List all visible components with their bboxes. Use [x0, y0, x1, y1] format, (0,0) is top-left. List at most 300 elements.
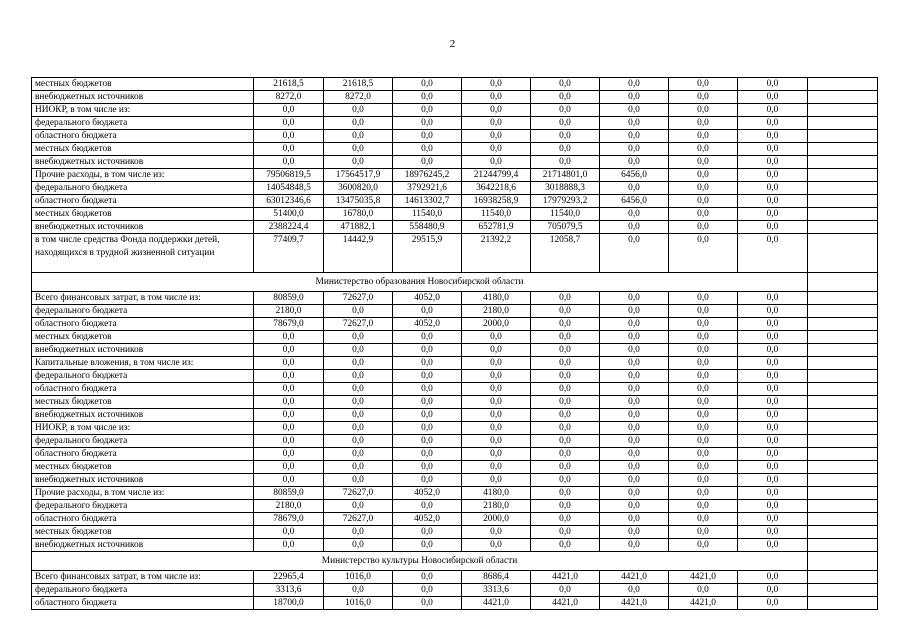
table-cell-value: 0,0 [669, 448, 738, 461]
table-cell-value: 0,0 [738, 78, 808, 91]
table-cell-value: 22965,4 [254, 571, 324, 584]
table-cell-empty [808, 318, 878, 331]
row-label: федерального бюджета [32, 370, 254, 383]
table-cell-value: 0,0 [254, 156, 324, 169]
table-cell-value: 0,0 [254, 461, 324, 474]
table-cell-value: 0,0 [738, 117, 808, 130]
table-cell-value: 2000,0 [462, 318, 531, 331]
table-cell-value: 652781,9 [462, 221, 531, 234]
table-cell-value: 0,0 [393, 526, 462, 539]
table-cell-value: 0,0 [324, 130, 393, 143]
table-cell-value: 0,0 [531, 526, 600, 539]
table-cell-value: 0,0 [462, 448, 531, 461]
table-cell-value: 0,0 [462, 130, 531, 143]
table-cell-value: 4421,0 [669, 597, 738, 610]
table-cell-value: 4421,0 [600, 571, 669, 584]
budget-table [31, 77, 878, 610]
table-cell-value: 0,0 [531, 78, 600, 91]
row-label: областного бюджета [32, 448, 254, 461]
table-cell-value: 0,0 [254, 448, 324, 461]
table-cell-value: 0,0 [393, 357, 462, 370]
table-cell-value: 0,0 [738, 435, 808, 448]
table-cell-empty [808, 331, 878, 344]
table-cell-value: 0,0 [462, 357, 531, 370]
table-cell-value: 0,0 [669, 156, 738, 169]
table-cell-value: 0,0 [462, 344, 531, 357]
table-cell-empty [808, 396, 878, 409]
table-cell-value: 0,0 [738, 370, 808, 383]
row-label: Прочие расходы, в том числе из: [32, 169, 254, 182]
table-cell-value: 0,0 [669, 474, 738, 487]
table-cell-value: 0,0 [600, 234, 669, 273]
table-row [32, 292, 878, 305]
table-cell-value: 0,0 [738, 156, 808, 169]
row-label: в том числе средства Фонда поддержки детей, находящихся в трудной жизненной ситуации [32, 234, 254, 273]
row-label: областного бюджета [32, 130, 254, 143]
table-cell-value: 1016,0 [324, 571, 393, 584]
table-cell-value: 0,0 [669, 182, 738, 195]
table-cell-value: 0,0 [462, 91, 531, 104]
table-cell-value: 0,0 [738, 474, 808, 487]
row-label: Всего финансовых затрат, в том числе из: [32, 292, 254, 305]
table-cell-value: 0,0 [669, 208, 738, 221]
table-cell-value: 0,0 [738, 130, 808, 143]
row-label: внебюджетных источников [32, 91, 254, 104]
table-cell-value: 0,0 [738, 91, 808, 104]
table-row [32, 513, 878, 526]
table-row [32, 117, 878, 130]
page-number: 2 [449, 38, 456, 50]
table-cell-value: 21618,5 [324, 78, 393, 91]
table-cell-value: 0,0 [600, 182, 669, 195]
table-cell-value: 0,0 [324, 422, 393, 435]
table-cell-value: 4421,0 [531, 571, 600, 584]
table-row [32, 461, 878, 474]
table-cell-empty [808, 461, 878, 474]
table-cell-empty [808, 130, 878, 143]
table-cell-value: 11540,0 [393, 208, 462, 221]
table-cell-value: 0,0 [738, 169, 808, 182]
table-cell-value: 0,0 [531, 435, 600, 448]
table-cell-value: 0,0 [324, 448, 393, 461]
table-cell-value: 2180,0 [462, 500, 531, 513]
table-cell-empty [808, 552, 878, 571]
table-cell-value: 0,0 [254, 396, 324, 409]
table-row [32, 435, 878, 448]
table-cell-value: 0,0 [669, 422, 738, 435]
table-row [32, 195, 878, 208]
row-label: внебюджетных источников [32, 474, 254, 487]
table-cell-value: 0,0 [393, 584, 462, 597]
table-cell-value: 0,0 [531, 584, 600, 597]
table-cell-value: 0,0 [738, 461, 808, 474]
table-cell-value: 0,0 [531, 305, 600, 318]
table-cell-value: 2180,0 [462, 305, 531, 318]
table-cell-value: 0,0 [531, 143, 600, 156]
table-cell-value: 0,0 [738, 344, 808, 357]
table-cell-value: 0,0 [254, 117, 324, 130]
table-cell-value: 4052,0 [393, 487, 462, 500]
table-cell-value: 0,0 [669, 305, 738, 318]
row-label: федерального бюджета [32, 435, 254, 448]
table-cell-empty [808, 273, 878, 292]
table-cell-value: 0,0 [669, 513, 738, 526]
row-label: внебюджетных источников [32, 344, 254, 357]
row-label: местных бюджетов [32, 526, 254, 539]
table-cell-value: 0,0 [600, 156, 669, 169]
table-cell-value: 0,0 [324, 143, 393, 156]
table-cell-value: 4052,0 [393, 292, 462, 305]
table-cell-value: 0,0 [324, 461, 393, 474]
table-cell-value: 0,0 [738, 500, 808, 513]
table-cell-value: 0,0 [531, 513, 600, 526]
row-label: областного бюджета [32, 195, 254, 208]
table-cell-value: 63012346,6 [254, 195, 324, 208]
row-label: Прочие расходы, в том числе из: [32, 487, 254, 500]
table-cell-value: 0,0 [600, 221, 669, 234]
table-cell-value: 0,0 [600, 474, 669, 487]
table-cell-value: 0,0 [738, 331, 808, 344]
table-cell-value: 0,0 [738, 305, 808, 318]
table-cell-value: 18700,0 [254, 597, 324, 610]
table-cell-value: 0,0 [669, 383, 738, 396]
table-cell-empty [808, 448, 878, 461]
table-cell-value: 0,0 [254, 143, 324, 156]
table-cell-value: 0,0 [531, 130, 600, 143]
table-row [32, 156, 878, 169]
table-row [32, 597, 878, 610]
table-cell-value: 14054848,5 [254, 182, 324, 195]
table-cell-value: 4180,0 [462, 292, 531, 305]
table-row [32, 221, 878, 234]
table-row [32, 182, 878, 195]
table-cell-value: 8272,0 [254, 91, 324, 104]
table-row [32, 474, 878, 487]
table-row [32, 234, 878, 273]
table-cell-value: 0,0 [600, 396, 669, 409]
table-cell-empty [808, 357, 878, 370]
section-header-row [32, 552, 878, 571]
section-title: Министерство культуры Новосибирской области [32, 552, 808, 571]
table-cell-empty [808, 104, 878, 117]
table-cell-value: 3018888,3 [531, 182, 600, 195]
table-cell-value: 0,0 [738, 396, 808, 409]
table-cell-value: 0,0 [393, 370, 462, 383]
table-cell-value: 0,0 [393, 156, 462, 169]
table-cell-value: 11540,0 [531, 208, 600, 221]
table-cell-value: 0,0 [669, 396, 738, 409]
table-cell-value: 0,0 [738, 487, 808, 500]
table-cell-value: 0,0 [393, 422, 462, 435]
table-cell-value: 16938258,9 [462, 195, 531, 208]
table-cell-value: 0,0 [393, 383, 462, 396]
table-cell-value: 0,0 [669, 195, 738, 208]
table-cell-value: 8686,4 [462, 571, 531, 584]
row-label: внебюджетных источников [32, 409, 254, 422]
table-cell-value: 0,0 [669, 435, 738, 448]
table-cell-value: 0,0 [531, 474, 600, 487]
table-cell-empty [808, 526, 878, 539]
table-cell-value: 0,0 [462, 331, 531, 344]
table-cell-value: 0,0 [669, 169, 738, 182]
table-cell-value: 558480,9 [393, 221, 462, 234]
table-cell-value: 2000,0 [462, 513, 531, 526]
row-label: местных бюджетов [32, 461, 254, 474]
table-cell-value: 21618,5 [254, 78, 324, 91]
table-cell-value: 17564517,9 [324, 169, 393, 182]
table-cell-value: 0,0 [324, 357, 393, 370]
table-cell-value: 0,0 [600, 305, 669, 318]
table-cell-value: 0,0 [738, 195, 808, 208]
table-cell-value: 0,0 [324, 539, 393, 552]
table-row [32, 487, 878, 500]
table-cell-value: 4421,0 [531, 597, 600, 610]
table-cell-value: 0,0 [669, 344, 738, 357]
table-cell-empty [808, 370, 878, 383]
table-cell-value: 0,0 [254, 370, 324, 383]
table-cell-value: 0,0 [531, 357, 600, 370]
table-cell-value: 6456,0 [600, 195, 669, 208]
table-cell-value: 0,0 [324, 117, 393, 130]
table-cell-value: 0,0 [669, 292, 738, 305]
table-cell-value: 0,0 [254, 331, 324, 344]
section-title: Министерство образования Новосибирской области [32, 273, 808, 292]
table-cell-value: 0,0 [393, 143, 462, 156]
row-label: областного бюджета [32, 597, 254, 610]
table-cell-value: 0,0 [600, 208, 669, 221]
table-cell-value: 0,0 [531, 156, 600, 169]
row-label: внебюджетных источников [32, 539, 254, 552]
table-cell-value: 0,0 [669, 500, 738, 513]
table-cell-value: 0,0 [600, 318, 669, 331]
table-cell-value: 0,0 [393, 597, 462, 610]
table-cell-value: 0,0 [600, 539, 669, 552]
table-cell-value: 0,0 [669, 487, 738, 500]
table-cell-value: 0,0 [462, 156, 531, 169]
table-cell-value: 0,0 [462, 104, 531, 117]
table-cell-value: 0,0 [531, 292, 600, 305]
table-cell-value: 0,0 [738, 318, 808, 331]
row-label: местных бюджетов [32, 143, 254, 156]
table-cell-empty [808, 584, 878, 597]
table-cell-value: 0,0 [531, 383, 600, 396]
table-cell-value: 0,0 [600, 448, 669, 461]
table-cell-value: 0,0 [254, 104, 324, 117]
table-cell-value: 0,0 [254, 409, 324, 422]
table-cell-value: 3642218,6 [462, 182, 531, 195]
table-cell-value: 0,0 [669, 143, 738, 156]
table-cell-value: 0,0 [669, 318, 738, 331]
table-cell-value: 0,0 [324, 526, 393, 539]
table-cell-value: 4421,0 [600, 597, 669, 610]
table-row [32, 104, 878, 117]
table-cell-value: 4180,0 [462, 487, 531, 500]
table-cell-empty [808, 474, 878, 487]
table-cell-empty [808, 143, 878, 156]
table-cell-value: 0,0 [531, 117, 600, 130]
table-cell-value: 78679,0 [254, 513, 324, 526]
table-cell-value: 0,0 [738, 526, 808, 539]
table-cell-value: 72627,0 [324, 513, 393, 526]
table-cell-value: 0,0 [324, 435, 393, 448]
table-cell-value: 0,0 [531, 422, 600, 435]
table-cell-value: 14613302,7 [393, 195, 462, 208]
table-cell-value: 2180,0 [254, 305, 324, 318]
row-label: местных бюджетов [32, 331, 254, 344]
table-cell-value: 0,0 [669, 526, 738, 539]
table-cell-value: 0,0 [738, 143, 808, 156]
table-row [32, 539, 878, 552]
table-row [32, 448, 878, 461]
table-cell-value: 0,0 [531, 396, 600, 409]
table-cell-value: 0,0 [462, 143, 531, 156]
table-row [32, 91, 878, 104]
table-cell-value: 0,0 [600, 422, 669, 435]
table-row [32, 409, 878, 422]
table-cell-value: 0,0 [738, 539, 808, 552]
table-cell-value: 0,0 [393, 305, 462, 318]
table-cell-value: 21714801,0 [531, 169, 600, 182]
table-cell-value: 0,0 [669, 357, 738, 370]
row-label: местных бюджетов [32, 78, 254, 91]
table-cell-empty [808, 513, 878, 526]
row-label: областного бюджета [32, 513, 254, 526]
table-cell-value: 29515,9 [393, 234, 462, 273]
table-cell-value: 0,0 [393, 500, 462, 513]
table-row [32, 143, 878, 156]
table-cell-value: 0,0 [669, 370, 738, 383]
table-cell-value: 0,0 [738, 104, 808, 117]
table-cell-value: 0,0 [324, 344, 393, 357]
table-cell-value: 0,0 [462, 435, 531, 448]
table-cell-value: 6456,0 [600, 169, 669, 182]
table-cell-empty [808, 571, 878, 584]
table-row [32, 305, 878, 318]
table-row [32, 422, 878, 435]
table-cell-value: 78679,0 [254, 318, 324, 331]
table-cell-empty [808, 539, 878, 552]
table-cell-value: 0,0 [600, 461, 669, 474]
table-row [32, 357, 878, 370]
table-cell-value: 2180,0 [254, 500, 324, 513]
table-cell-value: 0,0 [738, 383, 808, 396]
table-cell-value: 0,0 [462, 117, 531, 130]
table-cell-value: 0,0 [600, 513, 669, 526]
row-label: Всего финансовых затрат, в том числе из: [32, 571, 254, 584]
table-cell-value: 0,0 [600, 143, 669, 156]
table-cell-value: 0,0 [462, 409, 531, 422]
table-cell-value: 0,0 [324, 474, 393, 487]
row-label: федерального бюджета [32, 117, 254, 130]
table-cell-value: 0,0 [531, 331, 600, 344]
table-cell-value: 80859,0 [254, 292, 324, 305]
table-cell-value: 0,0 [600, 500, 669, 513]
table-cell-value: 0,0 [600, 409, 669, 422]
table-cell-value: 0,0 [393, 539, 462, 552]
table-cell-value: 0,0 [393, 344, 462, 357]
table-row [32, 383, 878, 396]
row-label: федерального бюджета [32, 584, 254, 597]
table-cell-value: 0,0 [738, 292, 808, 305]
table-cell-value: 0,0 [669, 331, 738, 344]
table-cell-value: 0,0 [738, 208, 808, 221]
row-label: федерального бюджета [32, 500, 254, 513]
row-label: федерального бюджета [32, 182, 254, 195]
table-cell-empty [808, 156, 878, 169]
table-cell-value: 21244799,4 [462, 169, 531, 182]
row-label: внебюджетных источников [32, 156, 254, 169]
table-cell-empty [808, 78, 878, 91]
table-cell-empty [808, 117, 878, 130]
table-cell-value: 0,0 [324, 156, 393, 169]
table-cell-value: 0,0 [254, 357, 324, 370]
table-cell-value: 0,0 [393, 117, 462, 130]
table-cell-empty [808, 292, 878, 305]
row-label: областного бюджета [32, 383, 254, 396]
table-cell-value: 0,0 [600, 331, 669, 344]
table-cell-value: 80859,0 [254, 487, 324, 500]
table-cell-value: 0,0 [324, 500, 393, 513]
table-cell-value: 0,0 [600, 78, 669, 91]
table-cell-value: 0,0 [531, 500, 600, 513]
table-row [32, 370, 878, 383]
table-cell-value: 0,0 [669, 234, 738, 273]
table-cell-value: 0,0 [393, 409, 462, 422]
table-cell-value: 72627,0 [324, 318, 393, 331]
table-cell-value: 12058,7 [531, 234, 600, 273]
table-cell-value: 0,0 [669, 584, 738, 597]
table-cell-value: 0,0 [254, 435, 324, 448]
table-cell-value: 72627,0 [324, 487, 393, 500]
table-cell-value: 51400,0 [254, 208, 324, 221]
table-cell-value: 0,0 [462, 78, 531, 91]
table-cell-value: 0,0 [531, 487, 600, 500]
table-cell-empty [808, 169, 878, 182]
table-cell-value: 0,0 [531, 448, 600, 461]
table-cell-value: 0,0 [531, 318, 600, 331]
table-cell-value: 0,0 [254, 344, 324, 357]
table-cell-value: 0,0 [254, 474, 324, 487]
table-cell-value: 0,0 [600, 91, 669, 104]
table-cell-value: 0,0 [738, 221, 808, 234]
table-cell-value: 0,0 [324, 383, 393, 396]
table-cell-empty [808, 422, 878, 435]
table-cell-value: 0,0 [531, 104, 600, 117]
table-cell-value: 3313,6 [254, 584, 324, 597]
table-cell-value: 0,0 [738, 182, 808, 195]
table-cell-value: 0,0 [600, 383, 669, 396]
table-cell-value: 0,0 [462, 474, 531, 487]
table-cell-value: 11540,0 [462, 208, 531, 221]
table-cell-empty [808, 409, 878, 422]
table-cell-value: 77409,7 [254, 234, 324, 273]
row-label: федерального бюджета [32, 305, 254, 318]
table-cell-value: 0,0 [462, 539, 531, 552]
table-cell-value: 0,0 [600, 344, 669, 357]
table-cell-value: 13475035,8 [324, 195, 393, 208]
table-cell-value: 0,0 [324, 370, 393, 383]
row-label: местных бюджетов [32, 208, 254, 221]
table-cell-value: 0,0 [324, 305, 393, 318]
table-cell-value: 4421,0 [669, 571, 738, 584]
table-cell-value: 0,0 [254, 526, 324, 539]
table-cell-value: 0,0 [462, 396, 531, 409]
table-row [32, 169, 878, 182]
table-cell-empty [808, 221, 878, 234]
table-cell-value: 79506819,5 [254, 169, 324, 182]
table-cell-empty [808, 182, 878, 195]
table-cell-value: 0,0 [669, 91, 738, 104]
